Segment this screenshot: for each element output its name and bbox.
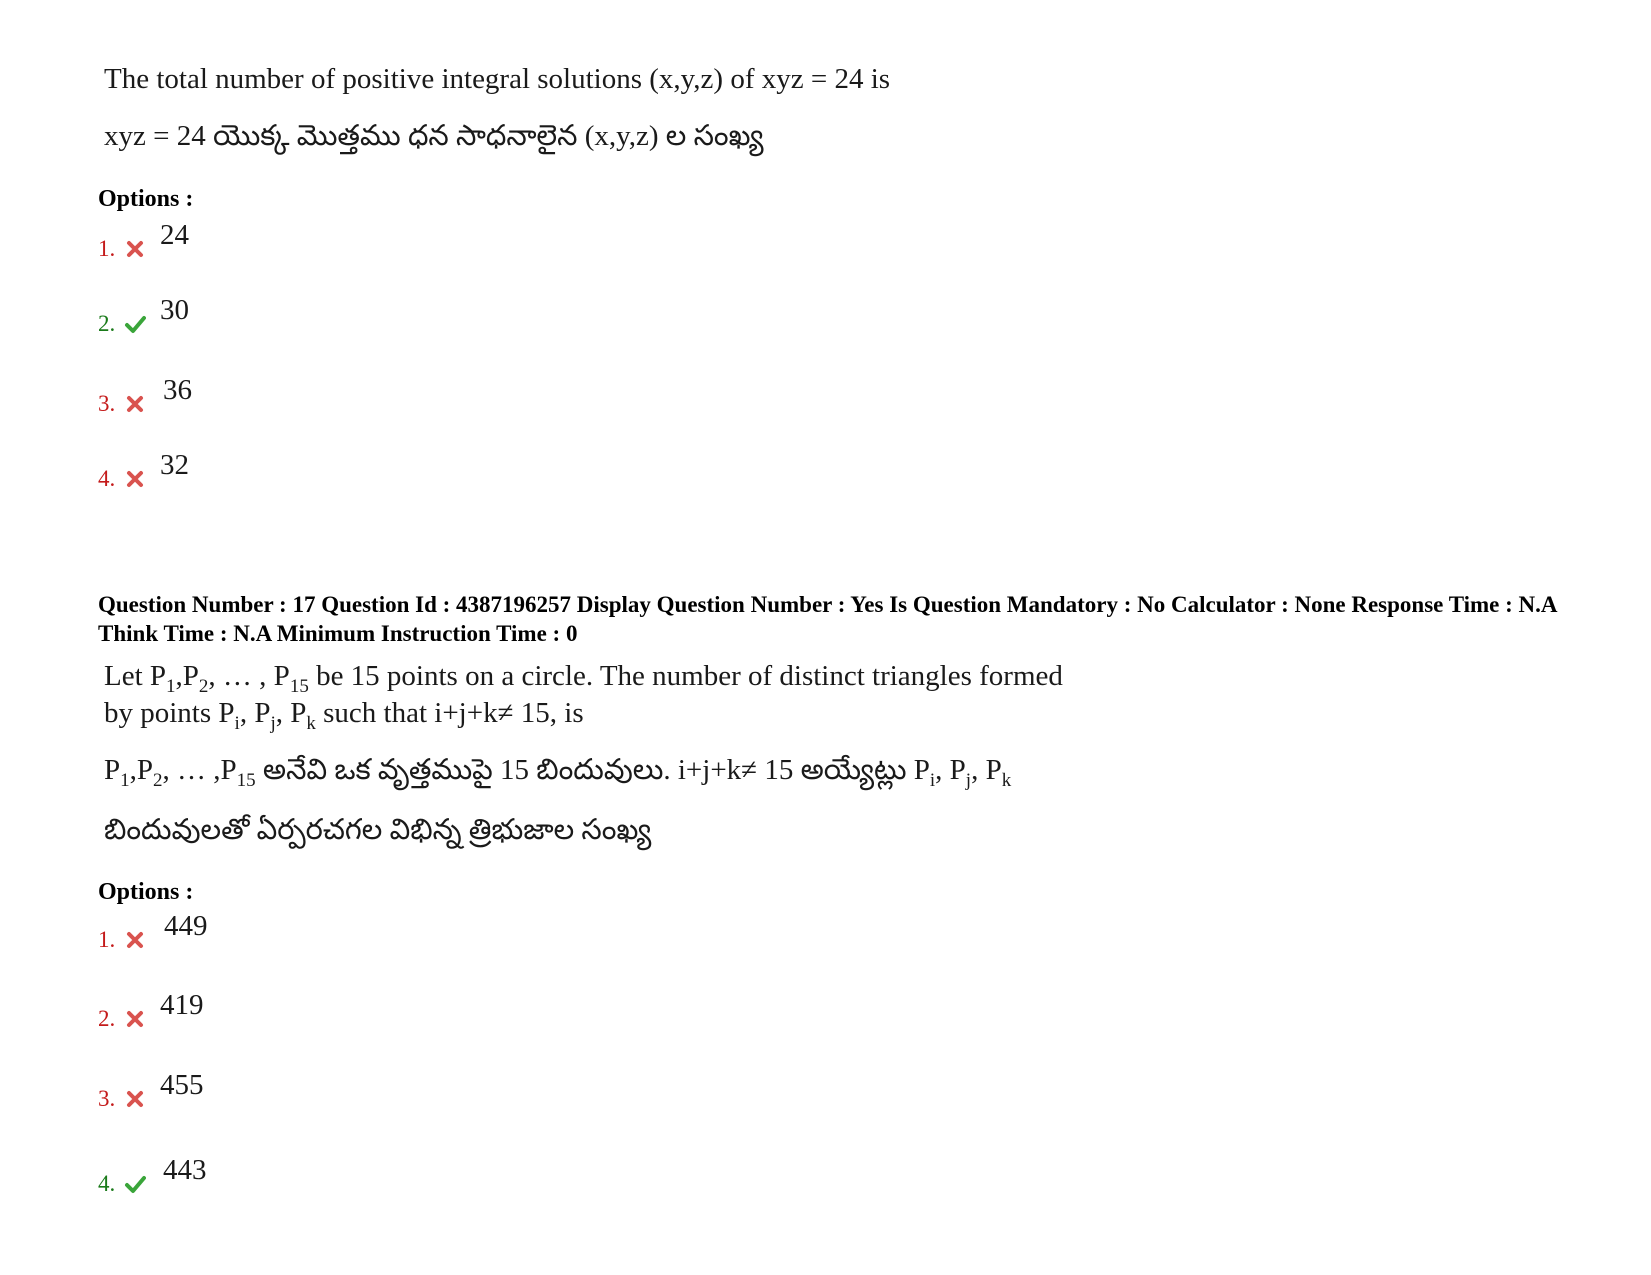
option-4 [98, 449, 498, 492]
question-meta: Question Number : 17 Question Id : 4387196257 Display Question Number : Yes Is Question Mandatory : No Calculator : None Response Time : N.A Think Time : N.A Minimum Instruction Time : 0 [98, 592, 1557, 646]
option-3 [98, 1069, 498, 1112]
option-value: 24 [160, 219, 189, 251]
wrong-mark-icon [124, 468, 146, 490]
option-number: 3. [98, 1086, 116, 1111]
option-number: 2. [98, 1006, 116, 1031]
option-1 [98, 910, 498, 953]
question-16-telugu: xyz = 24 యొక్క మొత్తము ధన సాధనాలైన (x,y,z) ల సంఖ్య [104, 120, 764, 152]
wrong-mark-icon [124, 929, 146, 951]
wrong-mark-icon [124, 1008, 146, 1030]
question-17-telugu-line-1: $P_1,P_2$, … $,P_{15}$ అనేవి ఒక వృత్తముపై 15 బిందువులు. i+j+k≠ 15 అయ్యేట్లు $P_i$, $P_j$, $P_k$ [104, 754, 1012, 791]
wrong-mark-icon [124, 238, 146, 260]
option-value: 449 [164, 910, 208, 942]
option-3 [98, 374, 498, 417]
option-value: 36 [163, 374, 192, 406]
option-value: 455 [160, 1069, 204, 1101]
wrong-mark-icon [124, 1088, 146, 1110]
option-1 [98, 219, 498, 262]
option-number: 4. [98, 1171, 116, 1196]
question-17-telugu-line-2: బిందువులతో ఏర్పరచగల విభిన్న త్రిభుజాల సంఖ్య [104, 814, 652, 846]
option-number: 2. [98, 311, 116, 336]
question-17-english-line-1: Let $P_1,P_2$, … , $P_{15}$ be 15 points on a circle. The number of distinct triangles formed [104, 660, 1063, 697]
option-value: 30 [160, 294, 189, 326]
option-number: 3. [98, 391, 116, 416]
question-16-english: The total number of positive integral solutions (x,y,z) of xyz = 24 is [104, 63, 891, 95]
option-number: 1. [98, 927, 116, 952]
options-label: Options : [98, 186, 194, 212]
option-value: 419 [160, 989, 204, 1021]
option-2 [98, 989, 498, 1032]
question-17-english-line-2: by points $P_i$, $P_j$, $P_k$ such that i+j+k≠ 15, is [104, 697, 584, 734]
options-label: Options : [98, 879, 194, 905]
correct-check-icon [124, 313, 146, 335]
option-4 [98, 1154, 498, 1197]
option-number: 4. [98, 466, 116, 491]
option-number: 1. [98, 236, 116, 261]
option-value: 443 [163, 1154, 207, 1186]
wrong-mark-icon [124, 393, 146, 415]
option-value: 32 [160, 449, 189, 481]
correct-check-icon [124, 1173, 146, 1195]
option-2 [98, 294, 498, 337]
